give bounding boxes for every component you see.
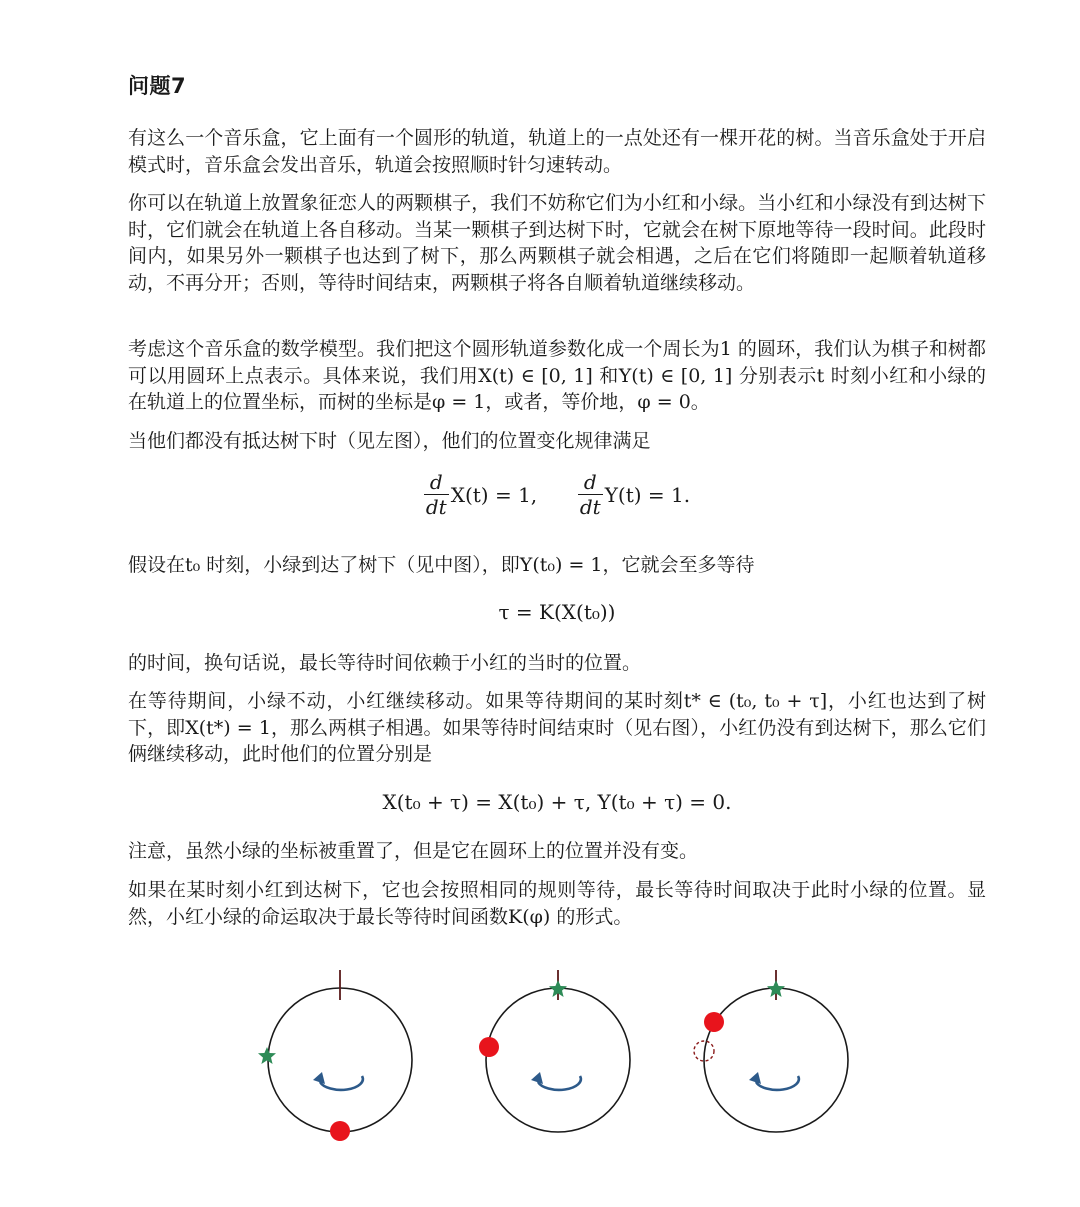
clockwise-arrow bbox=[756, 1076, 799, 1090]
paragraph-conclusion: 如果在某时刻小红到达树下，它也会按照相同的规则等待，最长等待时间取决于此时小绿的位置。显然，小红小绿的命运取决于最长等待时间函数K(φ) 的形式。 bbox=[128, 879, 986, 928]
figure-right bbox=[694, 970, 848, 1132]
problem-title: 问题7 bbox=[128, 74, 187, 98]
paragraph-waiting: 在等待期间，小绿不动，小红继续移动。如果等待期间的某时刻t* ∈ (t₀, t₀ + τ]，小红也达到了树下，即X(t*) = 1，那么两棋子相遇。如果等待时间结束时（见右图），小红仍没有到达树下，那么它们俩继续移动，此时他们的位置分别是 bbox=[128, 690, 986, 765]
paragraph-free-motion: 当他们都没有抵达树下时（见左图），他们的位置变化规律满足 bbox=[128, 430, 651, 452]
paragraph-intro: 有这么一个音乐盒，它上面有一个圆形的轨道，轨道上的一点处还有一棵开花的树。当音乐盒处于开启模式时，音乐盒会发出音乐，轨道会按照顺时针匀速转动。 bbox=[128, 127, 986, 176]
red-piece bbox=[479, 1037, 499, 1057]
track-circle bbox=[704, 988, 848, 1132]
equation-y-rate: Y(t) = 1. bbox=[604, 482, 691, 507]
music-box-figures bbox=[0, 960, 1080, 1160]
figure-middle bbox=[479, 970, 630, 1132]
paragraph-arrival: 假设在t₀ 时刻，小绿到达了树下（见中图），即Y(t₀) = 1，它就会至多等待 bbox=[128, 554, 755, 576]
clockwise-arrow bbox=[538, 1076, 581, 1090]
equation-x-rate: X(t) = 1, bbox=[450, 482, 538, 507]
equation-wait-time: τ = K(X(t₀)) bbox=[498, 600, 616, 624]
paragraph-note: 注意，虽然小绿的坐标被重置了，但是它在圆环上的位置并没有变。 bbox=[128, 840, 699, 862]
track-circle bbox=[268, 988, 412, 1132]
red-piece bbox=[330, 1121, 350, 1141]
paragraph-wait-dependence: 的时间，换句话说，最长等待时间依赖于小红的当时的位置。 bbox=[128, 652, 642, 674]
fraction-d-dt-1: $\frac{d}{dt}$ bbox=[425, 470, 447, 519]
green-piece-star bbox=[258, 1047, 276, 1064]
track-circle bbox=[486, 988, 630, 1132]
paragraph-model: 考虑这个音乐盒的数学模型。我们把这个圆形轨道参数化成一个周长为1 的圆环，我们认为棋子和树都可以用圆环上点表示。具体来说，我们用X(t) ∈ [0, 1] 和Y(t) ∈ [0, 1] 分别表示t 时刻小红和小绿的在轨道上的位置坐标，而树的坐标是φ = 1，或者，等价地，φ = 0。 bbox=[128, 338, 986, 413]
red-piece bbox=[704, 1012, 724, 1032]
fraction-d-dt-2: $\frac{d}{dt}$ bbox=[579, 470, 601, 519]
figure-left bbox=[258, 970, 412, 1141]
paragraph-rules: 你可以在轨道上放置象征恋人的两颗棋子，我们不妨称它们为小红和小绿。当小红和小绿没有到达树下时，它们就会在轨道上各自移动。当某一颗棋子到达树下时，它就会在树下原地等待一段时间。此段时间内，如果另外一颗棋子也达到了树下，那么两颗棋子就会相遇，之后在它们将随即一起顺着轨道移动，不再分开；否则，等待时间结束，两颗棋子将各自顺着轨道继续移动。 bbox=[128, 192, 986, 294]
equation-velocity bbox=[128, 470, 986, 519]
clockwise-arrow bbox=[320, 1076, 363, 1090]
equation-after-wait: X(t₀ + τ) = X(t₀) + τ, Y(t₀ + τ) = 0. bbox=[382, 790, 732, 814]
